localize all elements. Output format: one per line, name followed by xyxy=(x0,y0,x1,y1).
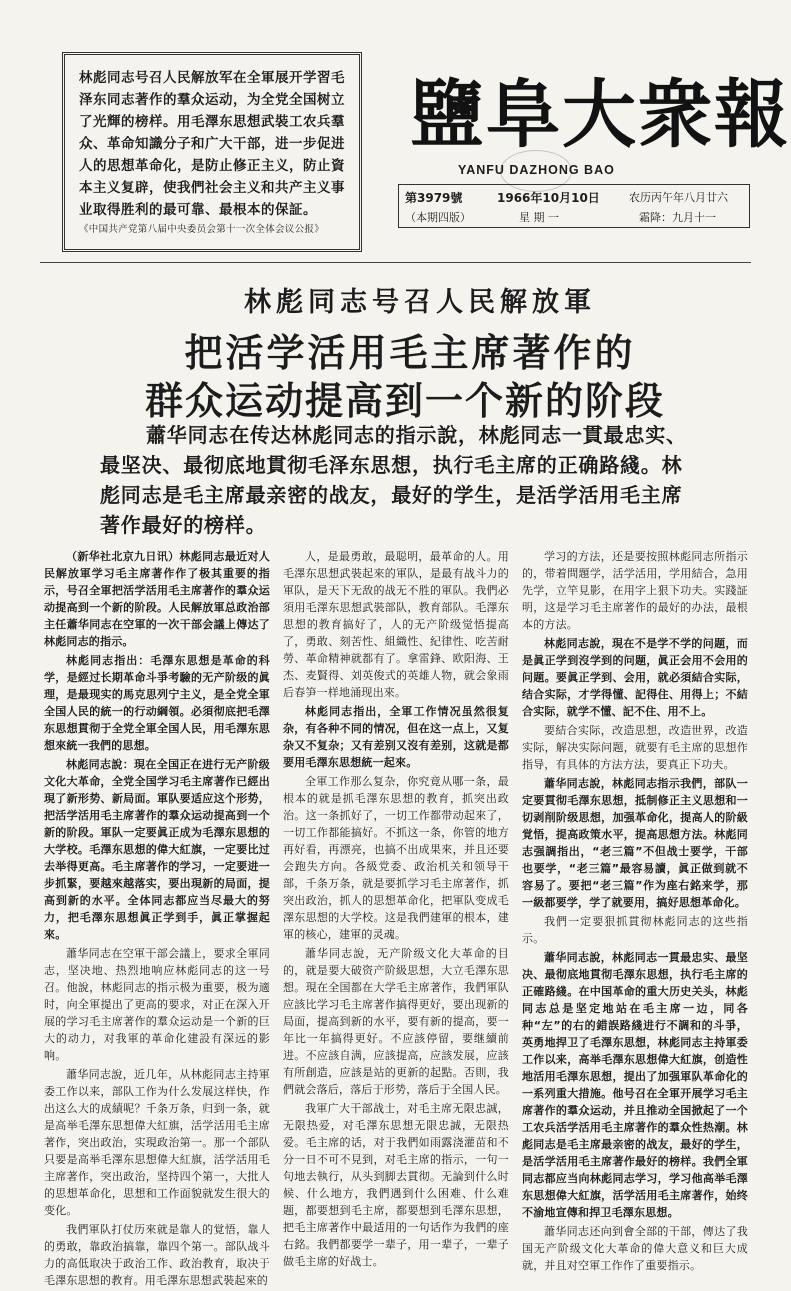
issue-number: 第3979號 xyxy=(405,191,463,205)
article-column-3 xyxy=(522,548,748,1276)
issue-lunar-date: 农历丙午年八月廿六 xyxy=(629,191,728,204)
article-column-2 xyxy=(283,548,509,1272)
article-paragraph: 人，是最勇敢，最聪明，最革命的人。用毛澤东思想武裝起來的軍队，是最有战斗力的軍队，是天下无敌的战无不胜的軍队。我們必須用毛澤东思想武裝部队，教育部队。毛澤东思想的教育搞好了，人的无产阶级觉悟提高了，勇敢、刻苦性、組織性、紀律性、吃苦耐勞、革命精神就都有了。拿雷鋒、欧阳海、王杰、麦賢得、刘英俊式的英雄人物，就会象雨后春笋一样地涌现出來。 xyxy=(283,550,509,699)
header-divider xyxy=(40,262,751,263)
issue-info-box xyxy=(398,184,750,228)
article-column-1 xyxy=(44,548,270,1291)
article-paragraph: 林彪同志說：現在全国正在进行无产阶级文化大革命，全党全国学习毛主席著作已經出現了新形势、新局面。軍队要适应这个形势，把活学活用毛主席著作的羣众运动提高到一个新的阶段。軍队一定要眞正成为毛澤东思想的大学校。毛澤东思想的偉大紅旗，一定要比过去举得更高。毛主席著作的学习，一定要进一步抓緊，要越來越落实，要出現新的局面，提高到新的水平。全体同志都应当尽最大的努力，把毛澤东思想眞正学到手，眞正掌握起來。 xyxy=(44,758,270,941)
article-paragraph: 全軍工作那么复杂，你究竟从哪一条，最根本的就是抓毛澤东思想的教育，抓突出政治。这一条抓好了，一切工作都带动起來了，一切工作都能搞好。不抓这一条，你管的地方再好看，再漂亮，也搞不出成果來，并且还要会跑失方向。各級党委、政治机关和领导干部，千条万条，就是要抓学习毛主席著作，抓突出政治，抓人的思想革命化，把軍队变成毛澤东思想的大学校。这是我們建軍的根本，建軍的核心，建軍的灵魂。 xyxy=(283,775,509,941)
article-paragraph: 蕭华同志說，林彪同志一貫最忠实、最坚决、最彻底地貫彻毛澤东思想，执行毛主席的正確路綫。在中国革命的重大历史关头，林彪同志总是坚定地站在毛主席一边，同各种“左”的右的錯誤路綫进行不調和的斗爭，英勇地捍卫了毛澤东思想，林彪同志主持軍委工作以来，高举毛澤东思想偉大紅旗，创造性地活用毛澤东思想，提出了加强軍队革命化的一系列重大措施。他号召在全軍开展学习毛主席著作的羣众运动，并且推动全国掀起了一个工农兵活学活用毛主席著作的羣众性热潮。林彪同志是毛主席最亲密的战友，最好的学生，是活学活用毛主席著作最好的榜样。我們全軍同志都应当向林彪同志学习，学习他高举毛澤东思想偉大紅旗，活学活用毛主席著作，始终不渝地宣傳和捍卫毛澤东思想。 xyxy=(522,951,748,1219)
lead-paragraph: 蕭华同志在传达林彪同志的指示說，林彪同志一貫最忠实、最坚决、最彻底地貫彻毛泽东思想，执行毛主席的正确路綫。林彪同志是毛主席最亲密的战友，最好的学生，是活学活用毛主席著作最好的榜样。 xyxy=(100,423,687,537)
masthead-pinyin: YANFU DAZHONG BAO xyxy=(458,163,615,177)
article-paragraph: 蕭华同志說，无产阶级文化大革命的目的，就是要大破资产阶級思想，大立毛澤东思想。現在全国都在大学毛主席著作，我們軍队应該比学习毛主席著作搞得更好，要出现新的局面，提高到新的水平，要有新的提高，要一年比一年搞得更好。不应該停留，要继續前进。不应該自满，应該提高，应該发展，应該有所創造，应該是站的更新的起點。否則，我們就会落后，落后于形势，落后于全国人民。 xyxy=(283,947,509,1096)
article-paragraph: 我軍广大干部战士，对毛主席无限忠誠，无限热爱，对毛澤东思想无限忠誠，无限热爱。毛主席的话，对于我們如雨露浇灌苗和不分一日不可不見到，对毛主席的指示，一句一句地去執行，从头到脚去貫彻。无論到什么时候、什么地方，我們遇到什么困难、什么难题，都要想到毛主席，都要想到毛澤东思想，把毛主席著作中最适用的一句话作为我們的座右銘。我們都要学一辈子，用一辈子，一辈子做毛主席的好战士。 xyxy=(283,1102,509,1268)
article-paragraph: 林彪同志指出，全軍工作情况虽然很复杂，有各种不同的情况，但在这一点上，又复杂又不复杂；又有差别又沒有差别，这就是都要用毛澤东思想統一起來。 xyxy=(283,705,509,769)
article-paragraph: 林彪同志指出：毛澤东思想是革命的科学，是經过长期革命斗爭考驗的无产阶级的眞理，是最现实的馬克思列宁主义，是全党全軍全国人民的統一的行动綱領。必須彻底把毛澤东思想貫彻于全党全軍全国人民，用毛澤东思想來統一我們的思想。 xyxy=(44,654,270,752)
issue-date: 1966年10月10日 xyxy=(497,191,600,205)
article-paragraph: 学习的方法，还是要按照林彪同志所指示的，带着問題学，活学活用，学用結合，急用先学，立竿見影，在用字上狠下功夫。实踐証明，这是学习毛主席著作的最好的办法，最根本的方法。 xyxy=(522,550,748,631)
issue-weekday: 星 期 一 xyxy=(519,211,559,224)
headline-line-2: 把活学活用毛主席著作的 xyxy=(184,331,636,375)
article-paragraph: 蕭华同志在空軍干部会議上，要求全軍同志，坚决地、热烈地响应林彪同志的这一号召。他說，林彪同志的指示极为重要，极为適时，向全軍提出了更高的要求，对正在深入开展的学习毛主席著作的羣众运动是一个新的巨大的动力，对我軍的革命化建設有深远的影响。 xyxy=(44,947,270,1062)
quote-source: 《中国共产党第八届中央委员会第十一次全体会议公报》 xyxy=(79,224,325,235)
quote-box xyxy=(62,52,362,252)
article-paragraph: 林彪同志說，現在不是学不学的问题，而是眞正学到沒学到的问题，眞正会用不会用的问题。要眞正学到、会用，就必須結合实际，结合实际，才学得懂、記得住、用得上；不結合实际，就学不懂、記不住、用不上。 xyxy=(522,637,748,718)
article-paragraph: 蕭华同志說，近几年，从林彪同志主持軍委工作以来，部队工作为什么发展这样快，作出这么大的成績呢？千条万条，归到一条，就是高举毛澤东思想偉大紅旗，活学活用毛主席著作，突出政治，实現政治第一。那一个部队只要是高举毛澤东思想偉大紅旗，活学活用毛主席著作，突出政治，坚持四个第一，大批人的思想革命化，思想和工作面貌就发生很大的变化。 xyxy=(44,1068,270,1217)
article-paragraph: 要結合实际，改造思想，改造世界，改造实际，解决实际问题，就要有毛主席的思想作指导，有具体的方法方法，要真正下功夫。 xyxy=(522,724,748,771)
headline-line-1: 林彪同志号召人民解放軍 xyxy=(244,287,596,318)
issue-edition: （本期四版） xyxy=(405,211,471,224)
masthead-title: 鹽阜大衆報 xyxy=(410,72,790,158)
article-paragraph: （新华社北京九日讯）林彪同志最近对人民解放軍学习毛主席著作作了极其重要的指示，号召全軍把活学活用毛主席著作的羣众运动提高到一个新的阶段。人民解放軍总政治部主任蕭华同志在空軍的一次干部会議上傳达了林彪同志的指示。 xyxy=(44,550,270,648)
issue-solar-term: 霜降：九月十一 xyxy=(639,211,716,224)
article-paragraph: 我們一定要狠抓貫彻林彪同志的这些指示。 xyxy=(522,915,748,945)
headline-line-3: 群众运动提高到一个新的阶段 xyxy=(144,379,665,423)
article-paragraph: 我們軍队打仗历來就是靠人的覚悟，靠人的勇敢，靠政治搞靠，靠四个第一。部队战斗力的高低取决于政治工作、政治教育，取决于毛澤东思想的教育。用毛澤东思想武裝起來的 xyxy=(44,1223,270,1287)
article-paragraph: 蕭华同志还向到會全部的干部，傳达了我国无产阶级文化大革命的偉大意义和巨大成就，并且对空軍工作作了重要指示。 xyxy=(522,1225,748,1272)
article-paragraph: 蕭华同志說，林彪同志指示我們，部队一定要貫彻毛澤东思想，抵制修正主义思想和一切剥削阶级思想，加强革命化，提高人的阶級覚悟，提高政策水平，提高思想方法。林彪同志强調指出，“老三篇”不但战士要学，干部也要学，“老三篇”最容易讀，眞正做到就不容易了。要把“老三篇”作为座右銘来学，那一級都要学，学了就要用，搞好思想革命化。 xyxy=(522,777,748,909)
quote-text: 林彪同志号召人民解放军在全軍展开学習毛泽东同志著作的羣众运动，为全党全国树立了光輝的榜样。用毛澤东思想武裝工农兵羣众、革命知識分子和广大干部，进一步促进人的思想革命化，是防止修正主义，防止資本主义复辟，使我們社会主义和共产主义事业取得胜利的最可靠、最根本的保証。 xyxy=(79,70,345,218)
